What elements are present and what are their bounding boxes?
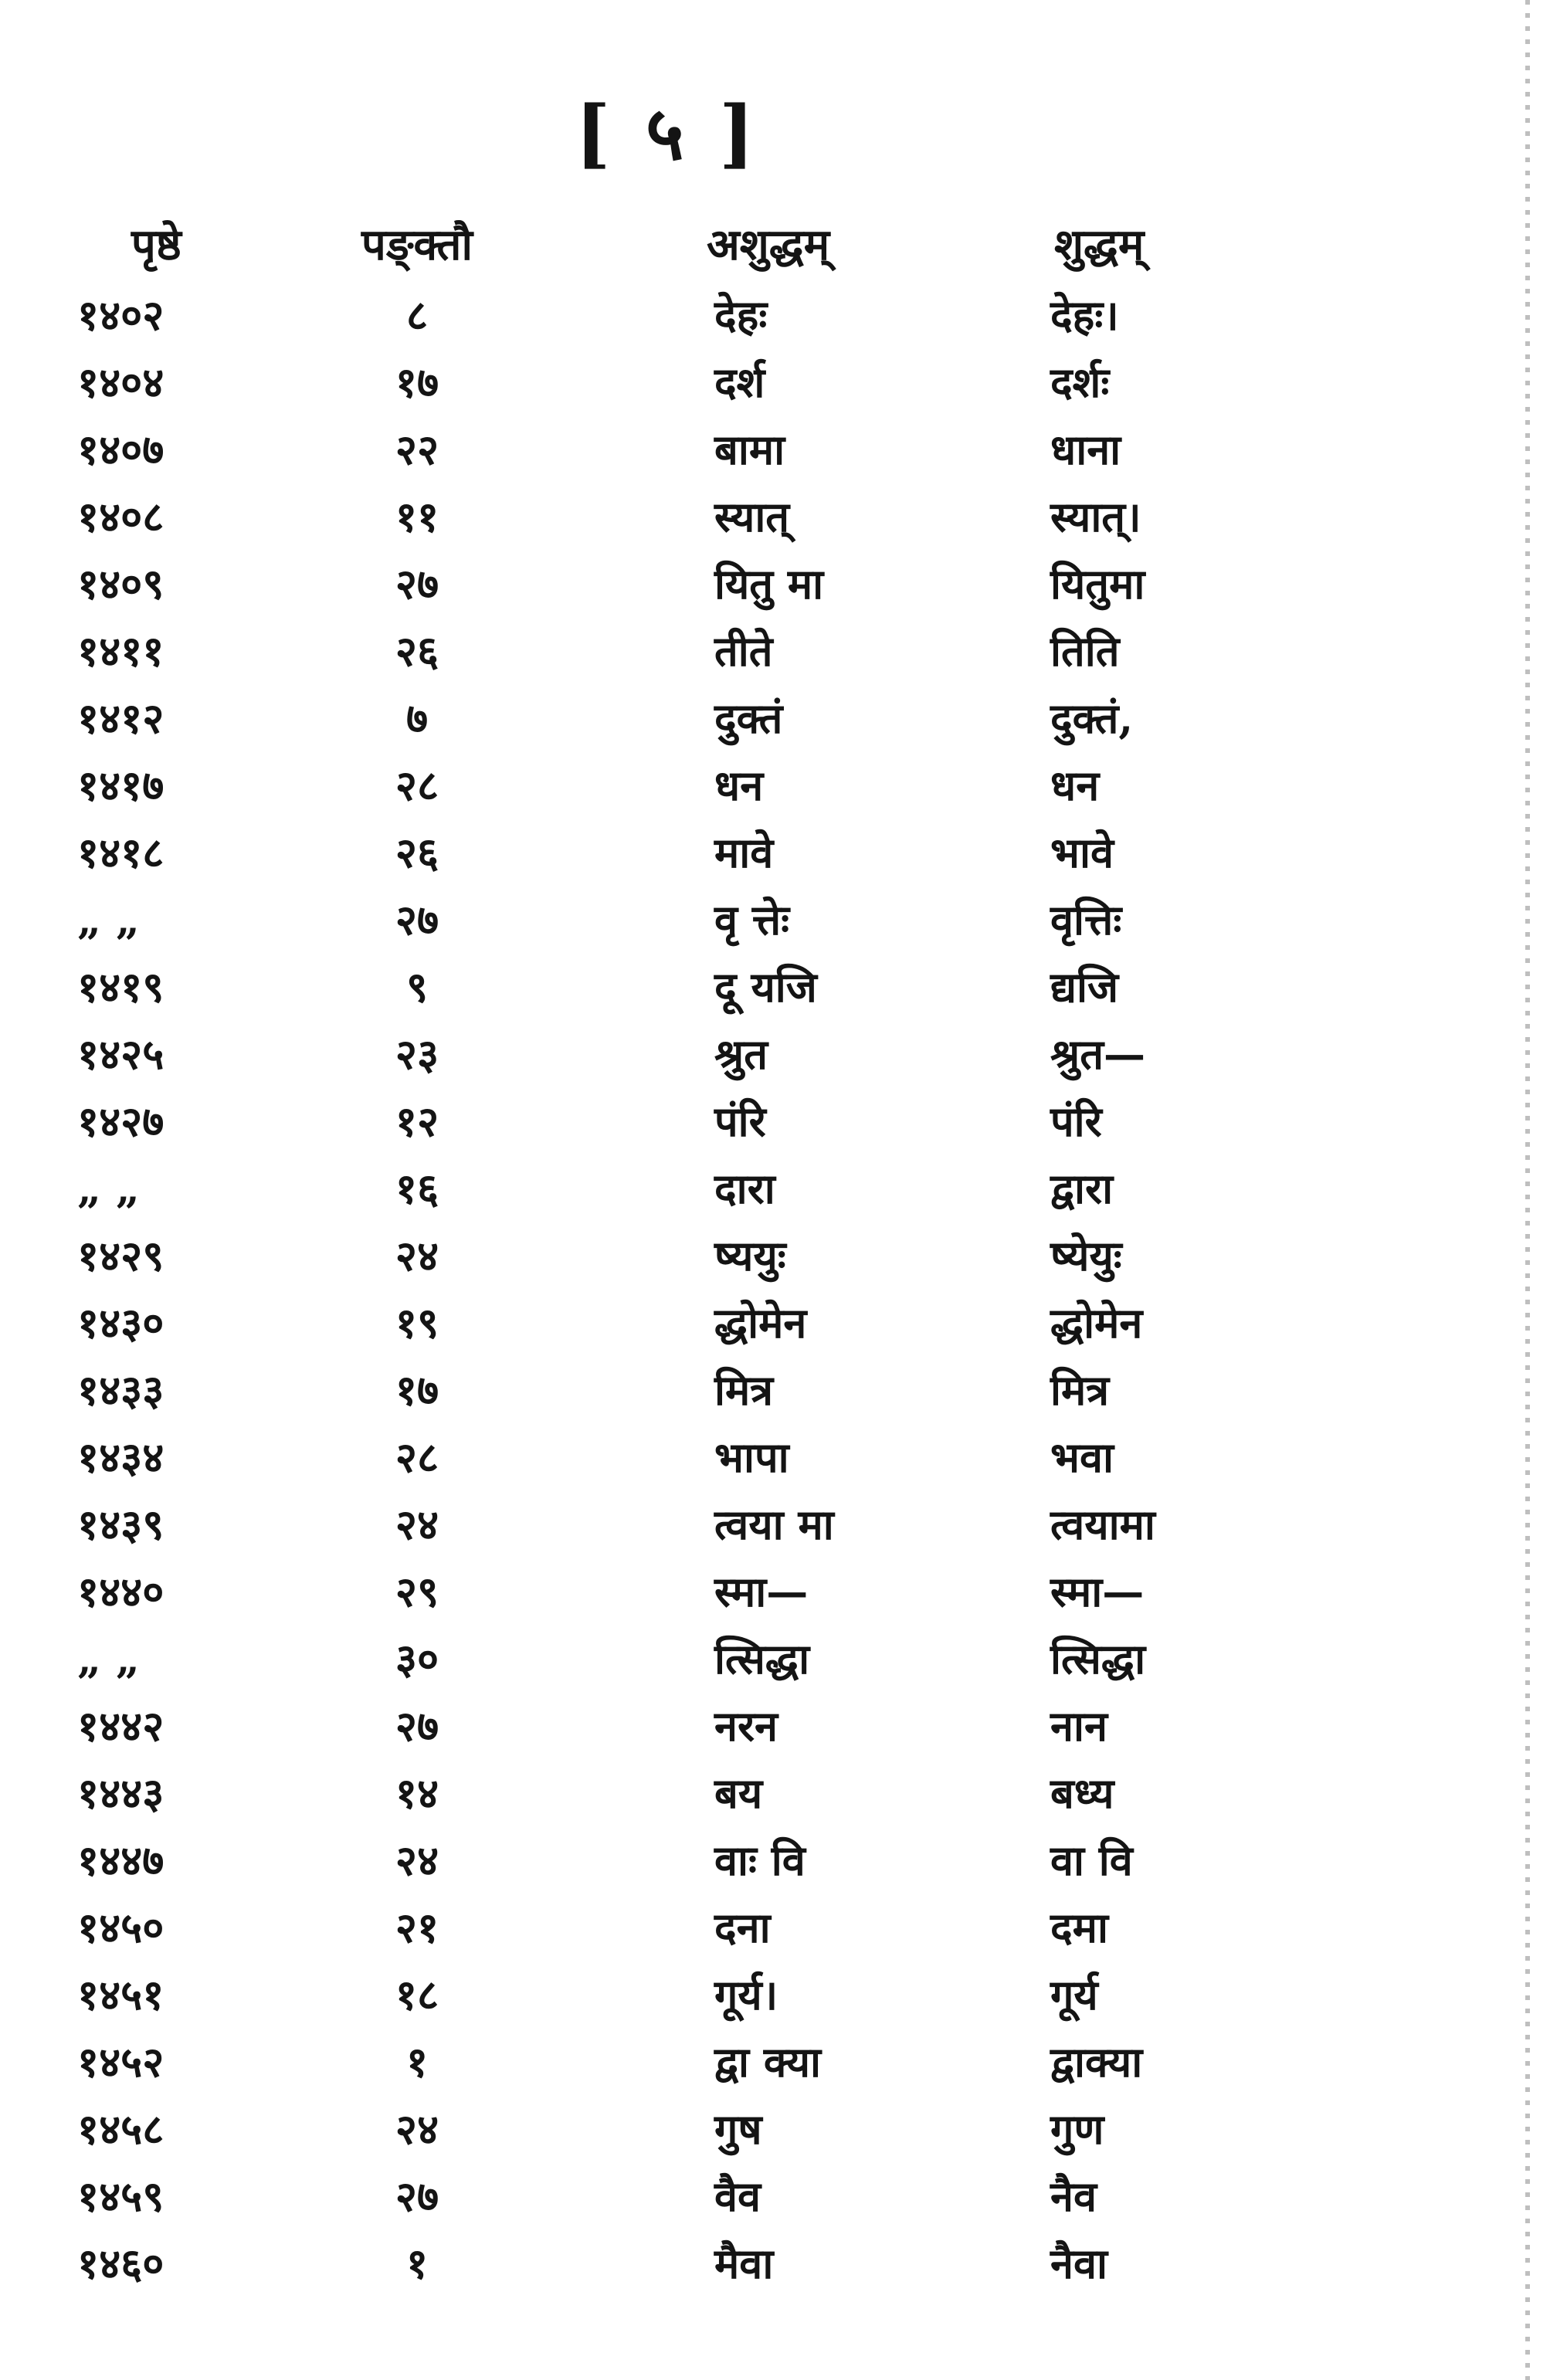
- cell-line: २६: [395, 828, 439, 877]
- cell-page: १४४२: [77, 1701, 164, 1751]
- cell-right: स्मा—: [1050, 1567, 1145, 1616]
- cell-wrong: दुक्तं: [714, 693, 783, 743]
- cell-line: २४: [395, 1836, 439, 1885]
- cell-line: २६: [395, 626, 439, 676]
- table-row: [0, 1894, 1313, 1961]
- header-right: शुद्धम्: [1054, 219, 1145, 270]
- table-row: [0, 1290, 1313, 1357]
- cell-right: बध्य: [1050, 1768, 1114, 1818]
- errata-rows: [0, 282, 1313, 2297]
- cell-right: नैवा: [1050, 2239, 1107, 2288]
- cell-line: १८: [395, 1970, 439, 2019]
- cell-right: यितुमा: [1050, 559, 1145, 609]
- table-row: [0, 349, 1313, 416]
- cell-page: १४०७: [77, 425, 164, 474]
- cell-page: १४११: [77, 626, 164, 676]
- cell-page: १४४७: [77, 1836, 164, 1885]
- cell-line: २४: [395, 1231, 439, 1280]
- cell-line: ७: [405, 693, 429, 743]
- cell-wrong: वैव: [714, 2171, 761, 2221]
- cell-wrong: वाः वि: [714, 1836, 806, 1885]
- cell-line: ८: [405, 290, 429, 340]
- cell-right: तिति: [1050, 626, 1120, 676]
- cell-page: १४१९: [77, 962, 164, 1012]
- cell-wrong: मावे: [714, 828, 774, 877]
- table-row: [0, 2230, 1313, 2297]
- scan-edge-artifact: [1525, 0, 1530, 2380]
- cell-wrong: ष्ययुः: [714, 1231, 786, 1280]
- cell-line: २१: [395, 1903, 439, 1952]
- header-wrong: अशुद्धम्: [707, 219, 830, 270]
- cell-page: १४४०: [77, 1567, 164, 1616]
- cell-wrong: द्धोमेन: [714, 1298, 807, 1348]
- cell-wrong: स्मा—: [714, 1567, 809, 1616]
- cell-line: २८: [395, 761, 439, 810]
- cell-line: १: [405, 2239, 429, 2288]
- cell-wrong: मित्र: [714, 1365, 774, 1415]
- cell-wrong: त्सिद्धा: [714, 1634, 810, 1683]
- cell-right: धाना: [1050, 425, 1121, 474]
- cell-page: १४३९: [77, 1500, 164, 1549]
- cell-wrong: वृ त्तेः: [714, 895, 790, 944]
- cell-page: १४६०: [77, 2239, 164, 2288]
- cell-wrong: धन: [714, 761, 764, 810]
- cell-wrong: बय: [714, 1768, 763, 1818]
- cell-right: भावे: [1050, 828, 1114, 877]
- cell-line: २७: [395, 559, 439, 609]
- cell-right: श्रुत—: [1050, 1029, 1146, 1079]
- cell-right: नान: [1050, 1701, 1107, 1751]
- cell-line: २८: [395, 1432, 439, 1482]
- cell-page: १४१७: [77, 761, 164, 810]
- cell-line: २२: [395, 425, 439, 474]
- table-row: [0, 618, 1313, 685]
- cell-page: १४५८: [77, 2104, 164, 2154]
- table-row: [0, 1222, 1313, 1290]
- cell-wrong: दारा: [714, 1164, 775, 1213]
- table-row: [0, 954, 1313, 1021]
- cell-wrong: तीते: [714, 626, 773, 676]
- cell-line: १७: [395, 358, 439, 407]
- cell-page: १४०२: [77, 290, 164, 340]
- cell-page: „ „: [77, 1164, 140, 1213]
- cell-line: २४: [395, 2104, 439, 2154]
- cell-wrong: दर्श: [714, 358, 765, 407]
- cell-page: १४५१: [77, 1970, 164, 2019]
- cell-page: १४०९: [77, 559, 164, 609]
- page-number: [ ५ ]: [575, 90, 759, 177]
- cell-right: द्धोमेन: [1050, 1298, 1143, 1348]
- header-line: पङ्क्तौ: [361, 219, 473, 270]
- cell-wrong: यितु मा: [714, 559, 824, 609]
- cell-page: १४३०: [77, 1298, 164, 1348]
- cell-line: २७: [395, 2171, 439, 2221]
- cell-wrong: बामा: [714, 425, 785, 474]
- cell-right: नैव: [1050, 2171, 1097, 2221]
- cell-line: २७: [395, 1701, 439, 1751]
- table-row: [0, 483, 1313, 551]
- cell-line: २७: [395, 895, 439, 944]
- cell-line: १७: [395, 1365, 439, 1415]
- cell-right: वा वि: [1050, 1836, 1133, 1885]
- table-row: [0, 2163, 1313, 2230]
- cell-page: १४५२: [77, 2037, 164, 2087]
- table-row: [0, 1021, 1313, 1088]
- cell-wrong: गूर्य।: [714, 1970, 778, 2019]
- cell-page: १४१२: [77, 693, 164, 743]
- cell-wrong: गुष: [714, 2104, 762, 2154]
- cell-line: १९: [395, 1298, 439, 1348]
- cell-right: दुक्तं,: [1050, 693, 1134, 743]
- cell-wrong: मैवा: [714, 2239, 774, 2288]
- cell-line: ९: [405, 962, 429, 1012]
- cell-wrong: नरन: [714, 1701, 778, 1751]
- cell-page: १४०४: [77, 358, 164, 407]
- errata-table: [0, 209, 1313, 2297]
- header-page: पृष्ठे: [131, 219, 181, 270]
- cell-wrong: श्रुत: [714, 1029, 768, 1079]
- cell-page: १४१८: [77, 828, 164, 877]
- cell-right: गुण: [1050, 2104, 1104, 2154]
- cell-line: ३०: [395, 1634, 439, 1683]
- cell-line: २९: [395, 1567, 439, 1616]
- table-row: [0, 685, 1313, 752]
- cell-right: पंरि: [1050, 1097, 1102, 1146]
- cell-right: धन: [1050, 761, 1100, 810]
- table-row: [0, 416, 1313, 483]
- table-row: [0, 887, 1313, 954]
- table-row: [0, 1424, 1313, 1491]
- cell-right: द्वारा: [1050, 1164, 1114, 1213]
- cell-wrong: दना: [714, 1903, 771, 1952]
- table-row: [0, 2029, 1313, 2096]
- table-row: [0, 1760, 1313, 1827]
- table-row: [0, 1961, 1313, 2029]
- cell-right: मित्र: [1050, 1365, 1110, 1415]
- cell-line: ११: [395, 492, 439, 541]
- cell-right: त्सिद्धा: [1050, 1634, 1146, 1683]
- table-row: [0, 1558, 1313, 1626]
- table-row: [0, 1088, 1313, 1155]
- table-row: [0, 2096, 1313, 2163]
- cell-right: त्वयामा: [1050, 1500, 1155, 1549]
- cell-line: १६: [395, 1164, 439, 1213]
- cell-right: भवा: [1050, 1432, 1114, 1482]
- cell-right: द्वाक्या: [1050, 2037, 1143, 2087]
- cell-page: १४५९: [77, 2171, 164, 2221]
- cell-line: १२: [395, 1097, 439, 1146]
- cell-wrong: भापा: [714, 1432, 789, 1482]
- cell-right: गूर्य: [1050, 1970, 1098, 2019]
- table-row: [0, 282, 1313, 349]
- table-row: [0, 819, 1313, 887]
- cell-page: १४०८: [77, 492, 164, 541]
- cell-right: दर्शः: [1050, 358, 1110, 407]
- cell-right: स्यात्।: [1050, 492, 1141, 541]
- cell-wrong: पंरि: [714, 1097, 766, 1146]
- cell-line: १४: [395, 1768, 439, 1818]
- cell-wrong: देहः: [714, 290, 768, 340]
- cell-wrong: द्वा क्या: [714, 2037, 822, 2087]
- cell-line: १: [405, 2037, 429, 2087]
- cell-page: १४३३: [77, 1365, 164, 1415]
- table-row: [0, 1827, 1313, 1894]
- cell-page: १४४३: [77, 1768, 164, 1818]
- cell-right: वृत्तिः: [1050, 895, 1122, 944]
- table-row: [0, 1626, 1313, 1693]
- table-row: [0, 1491, 1313, 1558]
- table-row: [0, 1693, 1313, 1760]
- cell-page: १४३४: [77, 1432, 164, 1482]
- cell-right: देहः।: [1050, 290, 1119, 340]
- cell-page: १४५०: [77, 1903, 164, 1952]
- cell-wrong: दू यजि: [714, 962, 817, 1012]
- cell-page: १४२५: [77, 1029, 164, 1079]
- cell-right: द्यजि: [1050, 962, 1119, 1012]
- cell-page: „ „: [77, 1634, 140, 1683]
- table-row: [0, 752, 1313, 819]
- cell-right: दमा: [1050, 1903, 1108, 1952]
- cell-line: २४: [395, 1500, 439, 1549]
- cell-right: ष्येयुः: [1050, 1231, 1122, 1280]
- cell-wrong: स्यात्: [714, 492, 790, 541]
- table-row: [0, 1155, 1313, 1222]
- cell-page: „ „: [77, 895, 140, 944]
- header-row: [0, 209, 1313, 282]
- cell-wrong: त्वया मा: [714, 1500, 834, 1549]
- cell-page: १४२७: [77, 1097, 164, 1146]
- table-row: [0, 1357, 1313, 1424]
- cell-page: १४२९: [77, 1231, 164, 1280]
- cell-line: २३: [395, 1029, 439, 1079]
- table-row: [0, 551, 1313, 618]
